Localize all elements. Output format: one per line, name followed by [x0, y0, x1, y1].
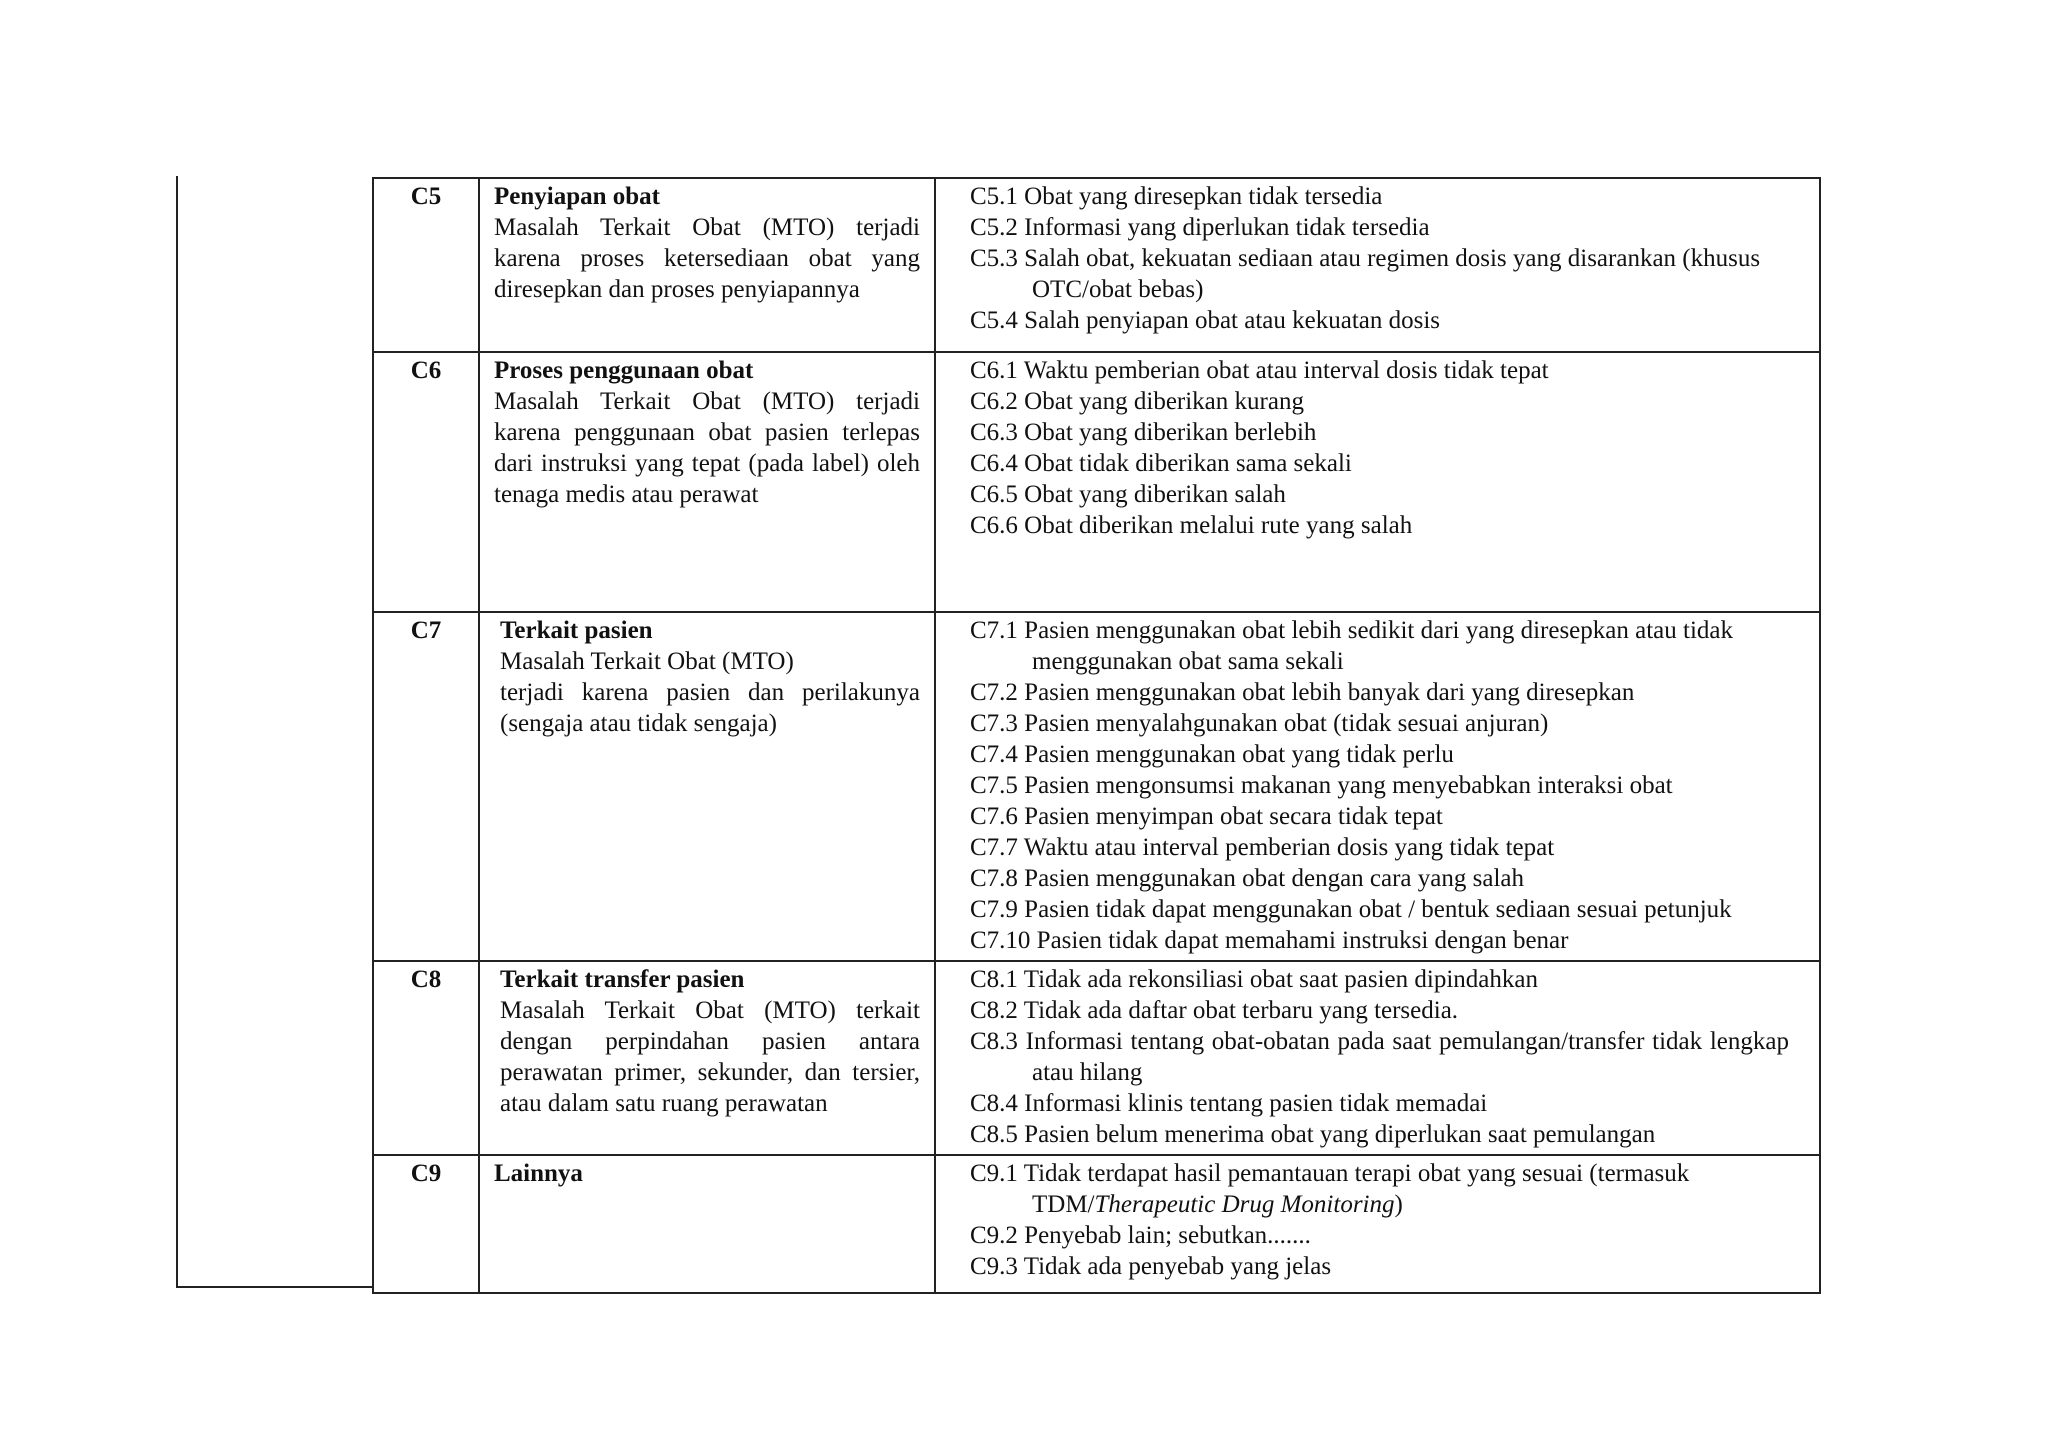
drug-problem-cause-table [372, 177, 1821, 1294]
tdm-suffix: ) [1394, 1191, 1403, 1218]
table-row-c9 [373, 1155, 1820, 1293]
category-description: Masalah Terkait Obat (MTO) terjadi karena proses ketersediaan obat yang diresepkan dan proses penyiapannya [494, 214, 920, 303]
list-item: C6.5 Obat yang diberikan salah [970, 481, 1286, 508]
row-items-cell [935, 612, 1820, 961]
row-description-cell [479, 612, 935, 961]
row-description-cell [479, 1155, 935, 1293]
list-item: C5.3 Salah obat, kekuatan sediaan atau regimen dosis yang disarankan (khusus OTC/obat bebas) [970, 245, 1761, 303]
list-item: C8.2 Tidak ada daftar obat terbaru yang tersedia. [970, 997, 1459, 1024]
row-code: C9 [373, 1155, 479, 1293]
list-item: C7.4 Pasien menggunakan obat yang tidak perlu [970, 741, 1454, 768]
row-code: C5 [373, 178, 479, 352]
row-items-cell [935, 1155, 1820, 1293]
list-item-text: C9.1 Tidak terdapat hasil pemantauan terapi obat yang sesuai (termasuk [970, 1160, 1690, 1187]
category-description: terjadi karena pasien dan perilakunya (sengaja atau tidak sengaja) [500, 679, 920, 737]
list-item: C9.2 Penyebab lain; sebutkan....... [970, 1222, 1311, 1249]
list-item: C7.7 Waktu atau interval pemberian dosis yang tidak tepat [970, 834, 1555, 861]
category-title: Lainnya [494, 1160, 583, 1187]
table-row-c7 [373, 612, 1820, 961]
category-title: Penyiapan obat [494, 183, 661, 210]
category-description: Masalah Terkait Obat (MTO) terkait dengan perpindahan pasien antara perawatan primer, sekunder, dan tersier, atau dalam satu ruang perawatan [500, 997, 920, 1117]
list-item: C7.1 Pasien menggunakan obat lebih sedikit dari yang diresepkan atau tidak menggunakan obat sama sekali [970, 617, 1734, 675]
row-description-cell [479, 961, 935, 1155]
category-title: Proses penggunaan obat [494, 357, 754, 384]
list-item: C7.3 Pasien menyalahgunakan obat (tidak sesuai anjuran) [970, 710, 1549, 737]
row-code: C8 [373, 961, 479, 1155]
row-items-cell [935, 961, 1820, 1155]
category-description-first-line: Masalah Terkait Obat (MTO) [500, 648, 794, 675]
outer-table-bottom-border [176, 1286, 374, 1288]
list-item: C6.1 Waktu pemberian obat atau interval dosis tidak tepat [970, 357, 1549, 384]
list-item: C7.2 Pasien menggunakan obat lebih banyak dari yang diresepkan [970, 679, 1635, 706]
row-description-cell [479, 178, 935, 352]
list-item: C6.2 Obat yang diberikan kurang [970, 388, 1304, 415]
list-item [970, 1158, 1789, 1220]
outer-table-left-border [176, 176, 178, 1288]
list-item: C6.6 Obat diberikan melalui rute yang salah [970, 512, 1413, 539]
list-item: C6.3 Obat yang diberikan berlebih [970, 419, 1317, 446]
row-items-cell [935, 178, 1820, 352]
list-item: C7.6 Pasien menyimpan obat secara tidak tepat [970, 803, 1443, 830]
table-row-c6 [373, 352, 1820, 612]
list-item: C8.1 Tidak ada rekonsiliasi obat saat pasien dipindahkan [970, 966, 1538, 993]
list-item: C7.10 Pasien tidak dapat memahami instruksi dengan benar [970, 927, 1569, 954]
list-item-continuation [1032, 1191, 1403, 1218]
table-row-c5 [373, 178, 1820, 352]
row-description-cell [479, 352, 935, 612]
list-item: C8.3 Informasi tentang obat-obatan pada saat pemulangan/transfer tidak lengkap atau hilang [970, 1028, 1789, 1086]
list-item: C7.8 Pasien menggunakan obat dengan cara yang salah [970, 865, 1524, 892]
list-item: C5.4 Salah penyiapan obat atau kekuatan dosis [970, 307, 1441, 334]
row-code: C6 [373, 352, 479, 612]
list-item: C9.3 Tidak ada penyebab yang jelas [970, 1253, 1332, 1280]
list-item: C7.9 Pasien tidak dapat menggunakan obat / bentuk sediaan sesuai petunjuk [970, 896, 1732, 923]
row-code: C7 [373, 612, 479, 961]
tdm-italic-term: Therapeutic Drug Monitoring [1094, 1191, 1395, 1218]
list-item: C7.5 Pasien mengonsumsi makanan yang menyebabkan interaksi obat [970, 772, 1673, 799]
list-item: C6.4 Obat tidak diberikan sama sekali [970, 450, 1352, 477]
list-item: C5.1 Obat yang diresepkan tidak tersedia [970, 183, 1383, 210]
category-title: Terkait transfer pasien [500, 966, 745, 993]
category-title: Terkait pasien [500, 617, 653, 644]
list-item: C5.2 Informasi yang diperlukan tidak tersedia [970, 214, 1430, 241]
table-row-c8 [373, 961, 1820, 1155]
category-description: Masalah Terkait Obat (MTO) terjadi karena penggunaan obat pasien terlepas dari instruksi yang tepat (pada label) oleh tenaga medis atau perawat [494, 388, 920, 508]
tdm-prefix: TDM/ [1032, 1191, 1095, 1218]
list-item: C8.5 Pasien belum menerima obat yang diperlukan saat pemulangan [970, 1121, 1656, 1148]
row-items-cell [935, 352, 1820, 612]
list-item: C8.4 Informasi klinis tentang pasien tidak memadai [970, 1090, 1488, 1117]
